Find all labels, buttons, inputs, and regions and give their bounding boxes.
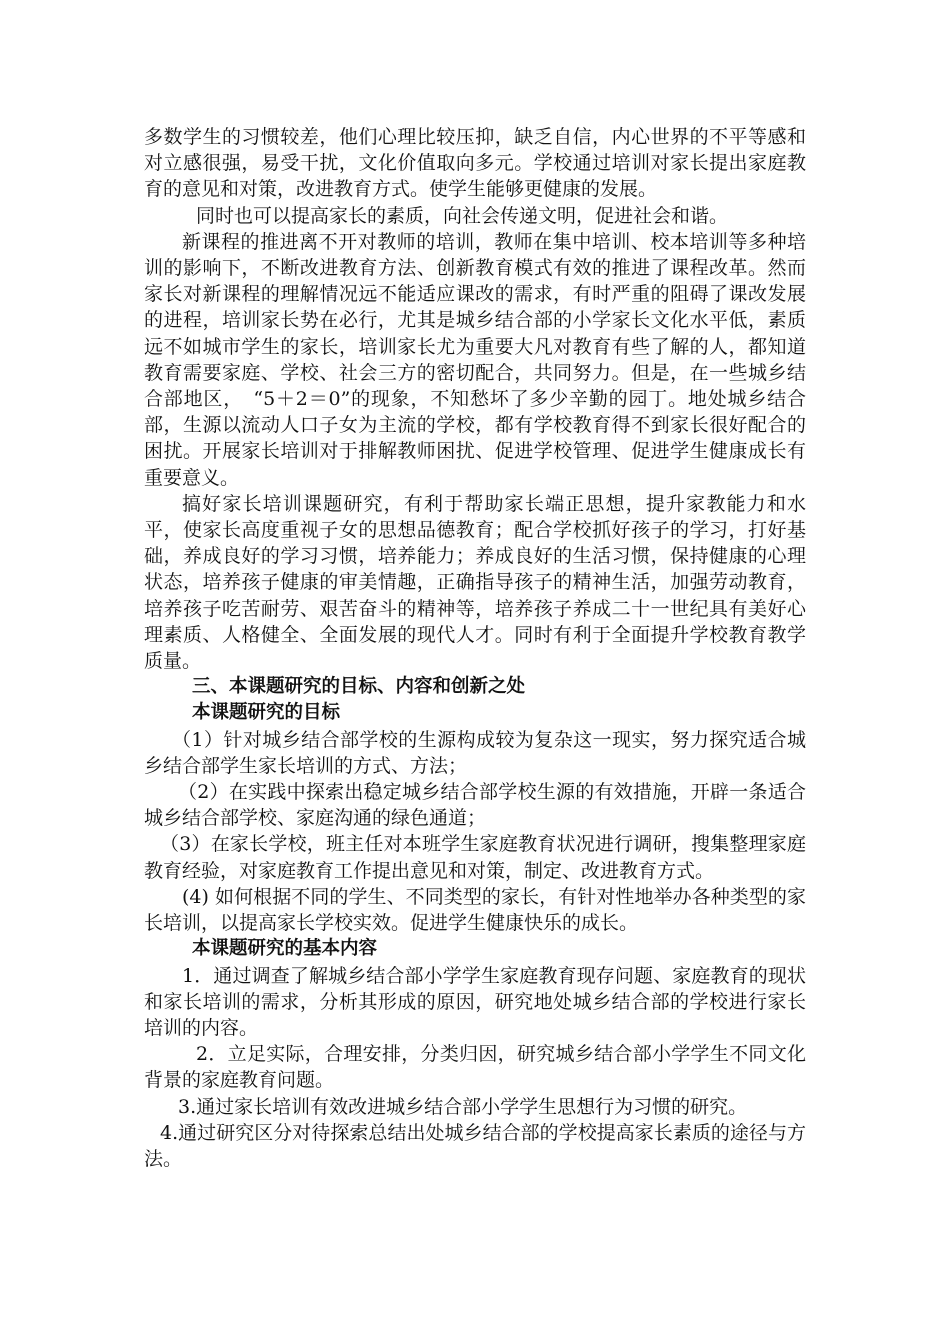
subheading-goals: 本课题研究的目标	[192, 702, 341, 724]
goal-item-3: （3）在家长学校，班主任对本班学生家庭教育状况进行调研，搜集整理家庭教育经验，对家庭教育工作提出意见和对策，制定、改进教育方式。	[144, 833, 806, 882]
paragraph-1: 多数学生的习惯较差，他们心理比较压抑，缺乏自信，内心世界的不平等感和对立感很强，易受干扰，文化价值取向多元。学校通过培训对家长提出家庭教育的意见和对策，改进教育方式。使学生能够更健康的发展。	[144, 126, 806, 201]
content-item-2: 2．立足实际，合理安排，分类归因，研究城乡结合部小学学生不同文化背景的家庭教育问题。	[144, 1043, 806, 1092]
subheading-content: 本课题研究的基本内容	[192, 938, 378, 960]
goal-item-2: （2）在实践中探索出稳定城乡结合部学校生源的有效措施，开辟一条适合城乡结合部学校、家庭沟通的绿色通道；	[144, 781, 806, 830]
goal-item-1: （1）针对城乡结合部学校的生源构成较为复杂这一现实，努力探究适合城乡结合部学生家长培训的方式、方法；	[144, 728, 806, 777]
section-heading-3: 三、本课题研究的目标、内容和创新之处	[192, 676, 526, 698]
paragraph-3: 新课程的推进离不开对教师的培训，教师在集中培训、校本培训等多种培训的影响下，不断改进教育方法、创新教育模式有效的推进了课程改革。然而家长对新课程的理解情况远不能适应课改的需求，有时严重的阻碍了课改发展的进程，培训家长势在必行，尤其是城乡结合部的小学家长文化水平低，素质远不如城市学生的家长，培训家长尤为重要大凡对教育有些了解的人，都知道教育需要家庭、学校、社会三方的密切配合，共同努力。但是，在一些城乡结合部地区， “5＋2＝0”的现象，不知愁坏了多少辛勤的园丁。地处城乡结合部，生源以流动人口子女为主流的学校，都有学校教育得不到家长很好配合的困扰。开展家长培训对于排解教师困扰、促进学校管理、促进学生健康成长有重要意义。	[144, 230, 806, 489]
paragraph-2: 同时也可以提高家长的素质，向社会传递文明，促进社会和谐。	[196, 204, 729, 227]
goal-item-4: (4) 如何根据不同的学生、不同类型的家长，有针对性地举办各种类型的家长培训，以提高家长学校实效。促进学生健康快乐的成长。	[144, 885, 806, 935]
content-item-1: 1．通过调查了解城乡结合部小学学生家庭教育现存问题、家庭教育的现状和家长培训的需求，分析其形成的原因，研究地处城乡结合部的学校进行家长培训的内容。	[144, 964, 806, 1039]
content-item-3: 3.通过家长培训有效改进城乡结合部小学学生思想行为习惯的研究。	[178, 1095, 748, 1118]
content-item-4: 4.通过研究区分对待探索总结出处城乡结合部的学校提高家长素质的途径与方法。	[144, 1121, 806, 1170]
paragraph-4: 搞好家长培训课题研究，有利于帮助家长端正思想，提升家教能力和水平，使家长高度重视子女的思想品德教育；配合学校抓好孩子的学习，打好基础，养成良好的学习习惯，培养能力；养成良好的生活习惯，保持健康的心理状态，培养孩子健康的审美情趣，正确指导孩子的精神生活，加强劳动教育，培养孩子吃苦耐劳、艰苦奋斗的精神等，培养孩子养成二十一世纪具有美好心理素质、人格健全、全面发展的现代人才。同时有利于全面提升学校教育教学质量。	[144, 492, 806, 673]
